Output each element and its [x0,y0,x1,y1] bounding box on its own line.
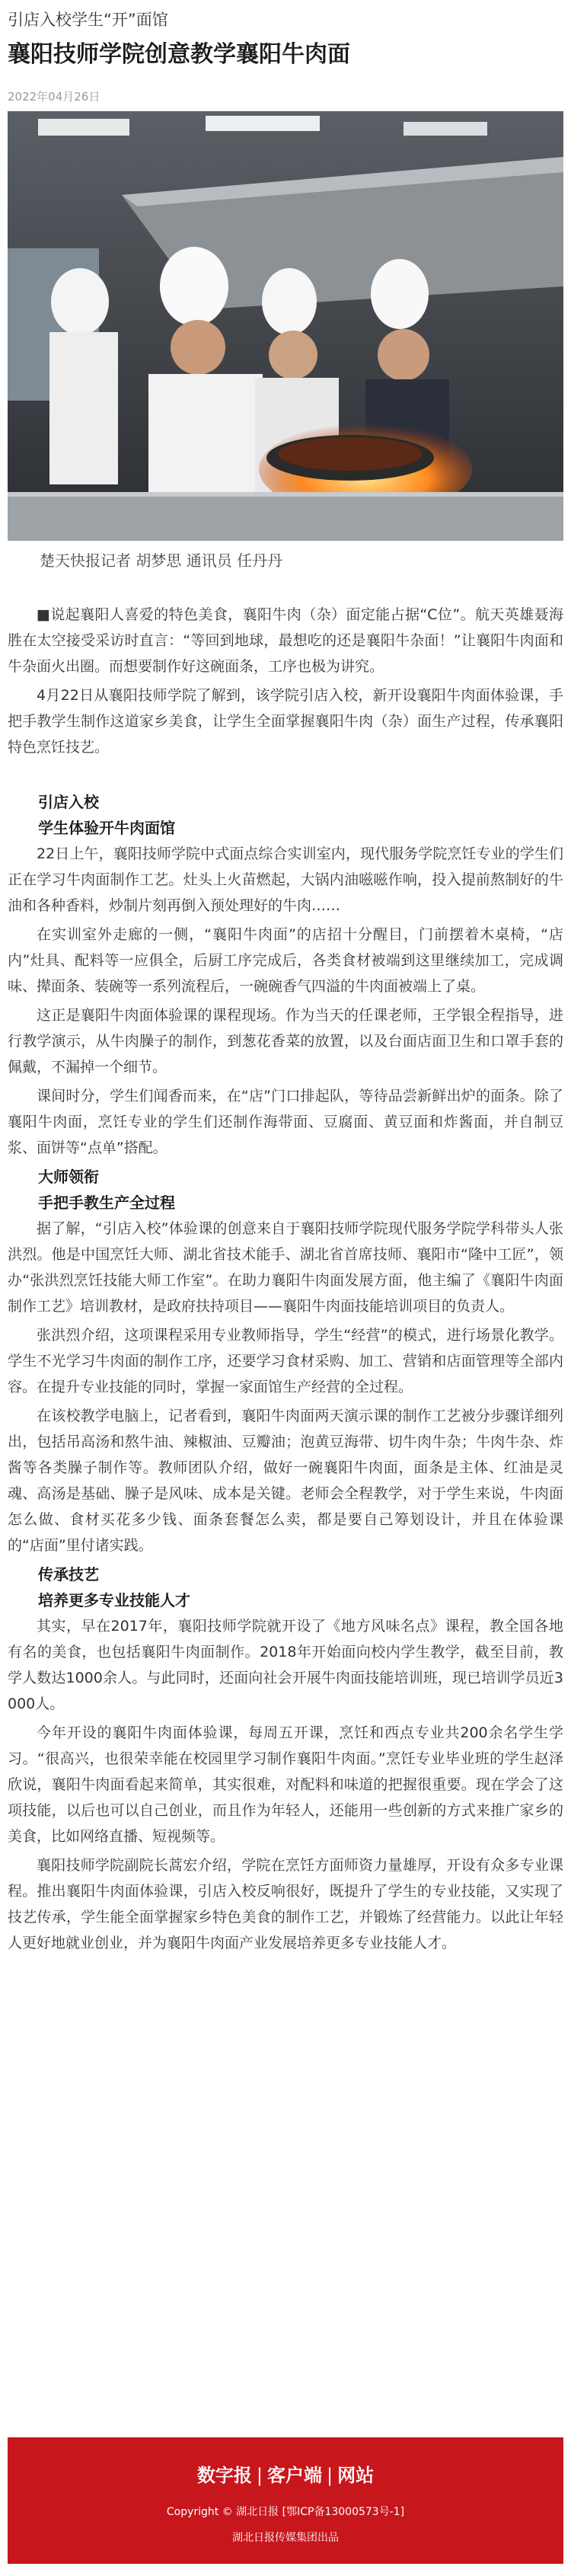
intro-paragraph: ■说起襄阳人喜爱的特色美食，襄阳牛肉（杂）面定能占据“C位”。航天英雄聂海胜在太空接受采访时直言：“等回到地球，最想吃的还是襄阳牛杂面！”让襄阳牛肉面和牛杂面火出圈。而想要制作好这碗面条，工序也极为讲究。 [8,606,563,675]
section-subheading: 学生体验开牛肉面馆 [38,819,175,837]
body-paragraph: 这正是襄阳牛肉面体验课的课程现场。作为当天的任课老师，王学银全程指导，进行教学演示，从牛肉臊子的制作，到葱花香菜的放置，以及台面店面卫生和口罩手套的佩戴，不漏掉一个细节。 [8,1007,563,1075]
photo-caption: 楚天快报记者 胡梦思 通讯员 任丹丹 [40,551,283,570]
footer-separator: | [327,2465,333,2486]
section-subheading: 培养更多专业技能人才 [38,1591,190,1609]
footer-link-website[interactable]: 网站 [337,2465,375,2486]
footer-link-digital-paper[interactable]: 数字报 [196,2465,252,2486]
publish-date: 2022年04月26日 [8,90,100,104]
section-heading: 大师领衔 [38,1168,99,1186]
footer-owner: 湖北日报传媒集团出品 [232,2532,339,2544]
article-body [8,602,563,1959]
body-paragraph: 张洪烈介绍，这项课程采用专业教师指导，学生“经营”的模式，进行场景化教学。学生不光学习牛肉面的制作工序，还要学习食材采购、加工、营销和店面管理等全部内容。在提升专业技能的同时，掌握一家面馆生产经营的全过程。 [8,1327,563,1395]
body-paragraph: 其实，早在2017年，襄阳技师学院就开设了《地方风味名点》课程，教全国各地有名的美食，也包括襄阳牛肉面制作。2018年开始面向校内学生教学，截至目前，教学人数达1000余人。与此同时，还面向社会开展牛肉面技能培训班，现已培训学员近3000人。 [8,1618,563,1712]
article-title: 襄阳技师学院创意教学襄阳牛肉面 [8,41,350,68]
footer-copyright: Copyright © 湖北日报 [鄂ICP备13000573号-1] [166,2506,405,2518]
footer-link-client[interactable]: 客户端 [267,2465,322,2486]
body-paragraph: 22日上午，襄阳技师学院中式面点综合实训室内，现代服务学院烹饪专业的学生们正在学习牛肉面制作工艺。灶头上火苗燃起，大锅内油嗞嗞作响，投入提前熬制好的牛油和各种香料，炒制片刻再倒入预处理好的牛肉…… [8,845,563,914]
body-paragraph: 据了解，“引店入校”体验课的创意来自于襄阳技师学院现代服务学院学科带头人张洪烈。他是中国烹饪大师、湖北省技术能手、湖北省首席技师、襄阳市“隆中工匠”，领办“张洪烈烹饪技能大师工作室”。在助力襄阳牛肉面发展方面，他主编了《襄阳牛肉面制作工艺》培训教材，是政府扶持项目——襄阳牛肉面技能培训项目的负责人。 [8,1220,563,1315]
article-photo [8,111,563,541]
site-footer [8,2437,563,2564]
body-paragraph: 课间时分，学生们闻香而来，在“店”门口排起队，等待品尝新鲜出炉的面条。除了襄阳牛肉面，烹饪专业的学生们还制作海带面、豆腐面、黄豆面和炸酱面，并自制豆浆、面饼等“点单”搭配。 [8,1088,563,1156]
body-paragraph: 襄阳技师学院副院长蒿宏介绍，学院在烹饪方面师资力量雄厚，开设有众多专业课程。推出襄阳牛肉面体验课，引店入校反响很好，既提升了学生的专业技能，又实现了技艺传承，学生能全面掌握家乡特色美食的制作工艺，并锻炼了经营能力。以此让年轻人更好地就业创业，并为襄阳牛肉面产业发展培养更多专业技能人才。 [8,1857,563,1951]
section-heading: 传承技艺 [38,1565,99,1584]
section-heading: 引店入校 [38,793,99,811]
article-kicker: 引店入校学生“开”面馆 [8,11,168,29]
body-paragraph: 今年开设的襄阳牛肉面体验课，每周五开课，烹饪和西点专业共200余名学生学习。“很高兴，也很荣幸能在校园里学习制作襄阳牛肉面。”烹饪专业毕业班的学生赵泽欣说，襄阳牛肉面看起来简单，其实很难，对配料和味道的把握很重要。现在学会了这项技能，以后也可以自己创业，而且作为年轻人，还能用一些创新的方式来推广家乡的美食，比如网络直播、短视频等。 [8,1724,563,1845]
intro-paragraph: 4月22日从襄阳技师学院了解到，该学院引店入校，新开设襄阳牛肉面体验课，手把手教学生制作这道家乡美食，让学生全面掌握襄阳牛肉（杂）面生产过程，传承襄阳特色烹饪技艺。 [8,687,563,756]
footer-separator: | [256,2465,263,2486]
section-subheading: 手把手教生产全过程 [38,1194,175,1212]
body-paragraph: 在实训室外走廊的一侧，“襄阳牛肉面”的店招十分醒目，门前摆着木桌椅，“店内”灶具、配料等一应俱全，后厨工序完成后，各类食材被端到这里继续加工，完成调味、撵面条、装碗等一系列流程后，一碗碗香气四溢的牛肉面被端上了桌。 [8,926,563,995]
body-paragraph: 在该校教学电脑上，记者看到，襄阳牛肉面两天演示课的制作工艺被分步骤详细列出，包括吊高汤和熬牛油、辣椒油、豆瓣油；泡黄豆海带、切牛肉牛杂；牛肉牛杂、炸酱等各类臊子制作等。教师团队介绍，做好一碗襄阳牛肉面，面条是主体、红油是灵魂、高汤是基础、臊子是风味、成本是关键。老师会全程教学，对于学生来说，牛肉面怎么做、食材买花多少钱、面条套餐怎么卖，都是要自己筹划设计，并且在体验课的“店面”里付诸实践。 [8,1408,563,1554]
footer-links [8,2460,563,2487]
